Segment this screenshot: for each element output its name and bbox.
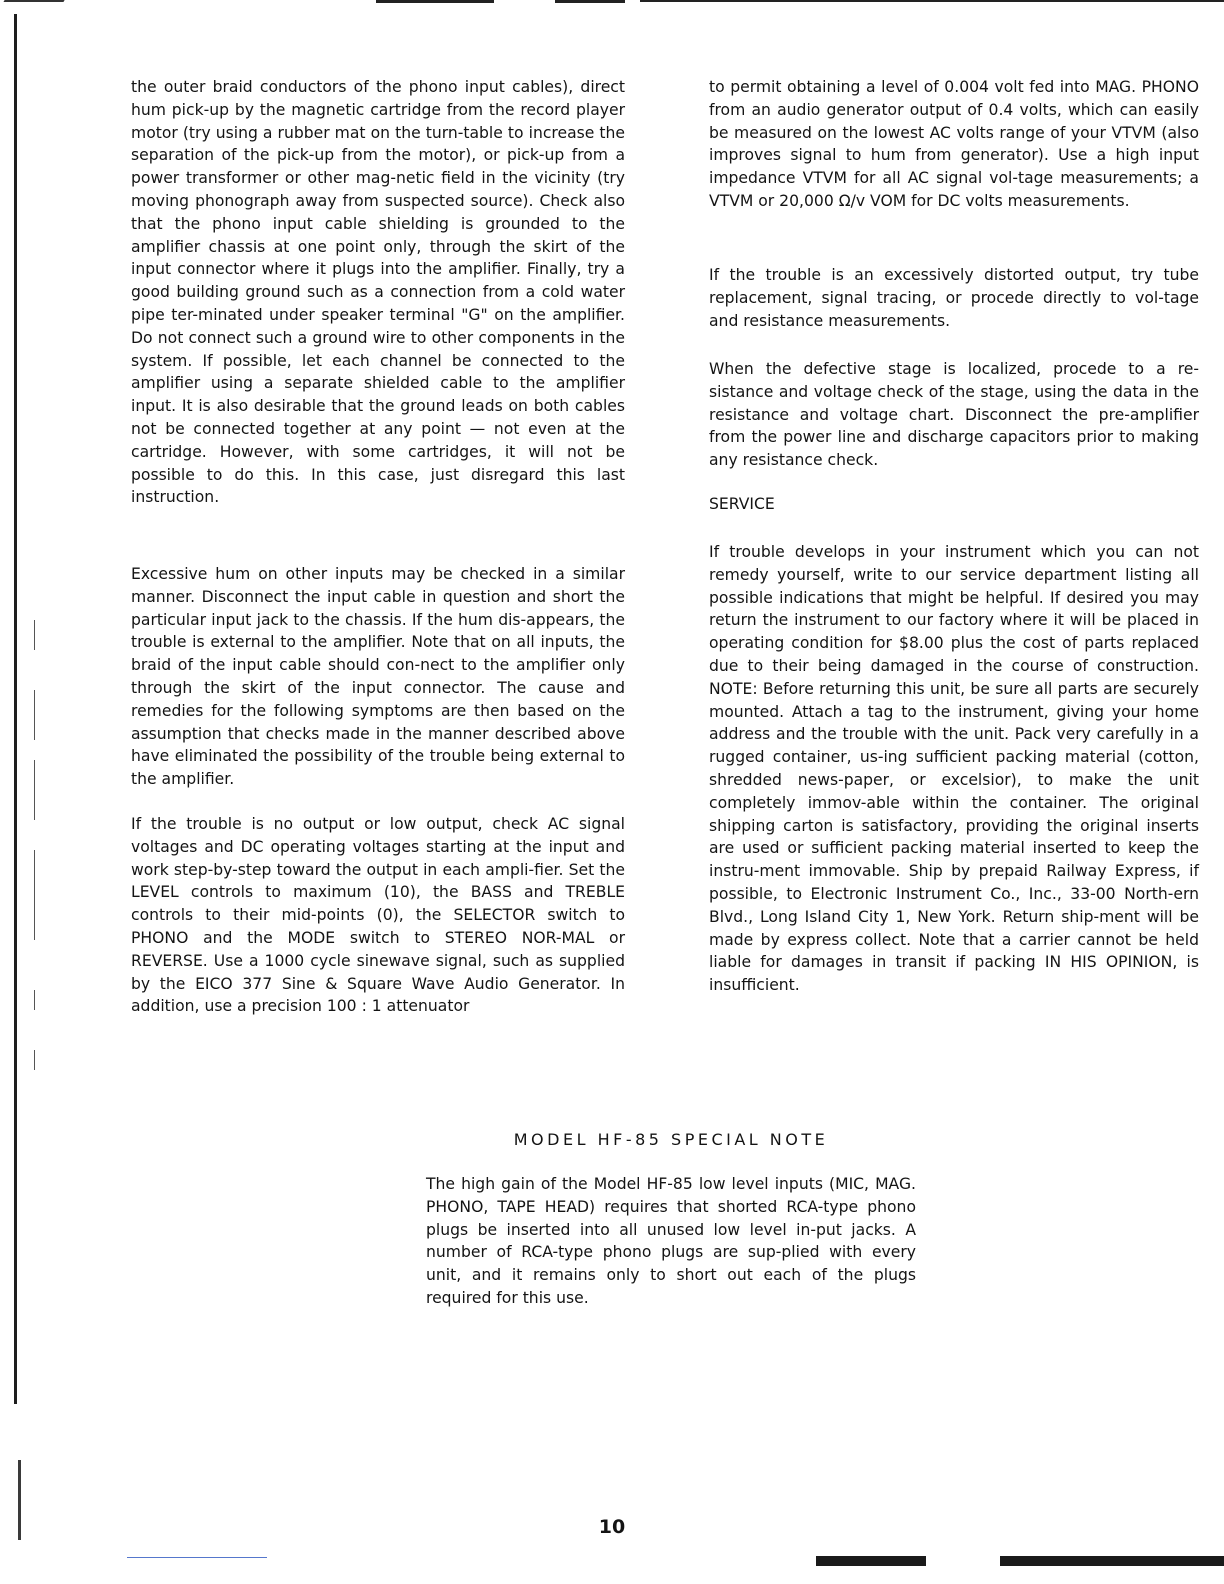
right-paragraph-defective-stage: When the defective stage is localized, procede to a re-sistance and voltage check of the stage, using the data in the resistance and voltage chart. Disconnect the pre-amplifier from the power line and discharge capacitors prior to making any resistance check. [709, 360, 1199, 470]
scan-bottom-mark [816, 1556, 926, 1566]
scan-edge-bar [14, 14, 17, 1404]
scan-margin-tick [34, 1050, 35, 1070]
scan-top-rule [376, 0, 494, 3]
scan-margin-tick [34, 620, 35, 650]
service-heading: SERVICE [709, 495, 775, 513]
right-paragraph-service: If trouble develops in your instrument which you can not remedy yourself, write to our service department listing all possible indications that might be helpful. If desired you may return the instrument to our factory where it will be placed in operating condition for $8.00 plus the cost of parts replaced due to their being damaged in the course of construction. NOTE: Before returning this unit, be sure all parts are securely mounted. Attach a tag to the instrument, giving your home address and the trouble with the unit. Pack very carefully in a rugged container, us-ing sufficient packing material (cotton, shredded news-paper, or excelsior), to make the unit completely immov-able within the container. The original shipping carton is satisfactory, providing the original inserts are used or sufficient packing material inserted to keep the instru-ment immovable. Ship by prepaid Railway Express, if possible, to Electronic Instrument Co., Inc., 33-00 North-ern Blvd., Long Island City 1, New York. Return ship-ment will be made by express collect. Note that a carrier cannot be held liable for damages in transit if packing IN HIS OPINION, is insufficient. [709, 543, 1199, 995]
scan-margin-tick [34, 850, 35, 940]
scan-corner-mark [0, 0, 65, 16]
left-paragraph-no-output: If the trouble is no output or low output, check AC signal voltages and DC operating voltages starting at the input and work step-by-step toward the output in each ampli-fier. Set the LEVEL controls to maximum (10), the BASS and TREBLE controls to their mid-points (0), the SELECTOR switch to PHONO and the MODE switch to STEREO NOR-MAL or REVERSE. Use a 1000 cycle sinewave signal, such as supplied by the EICO 377 Sine & Square Wave Audio Generator. In addition, use a precision 100 : 1 attenuator [131, 815, 625, 1016]
special-note-body: The high gain of the Model HF-85 low level inputs (MIC, MAG. PHONO, TAPE HEAD) requires that shorted RCA-type phono plugs be inserted into all unused low level in-put jacks. A number of RCA-type phono plugs are sup-plied with every unit, and it remains only to short out each of the plugs required for this use. [426, 1175, 916, 1307]
page-number: 10 [598, 1516, 626, 1538]
scan-blue-rule [127, 1557, 267, 1558]
left-paragraph-other-inputs: Excessive hum on other inputs may be checked in a similar manner. Disconnect the input cable in question and short the particular input jack to the chassis. If the hum dis-appears, the trouble is external to the amplifier. Note that on all inputs, the braid of the input cable should con-nect to the amplifier only through the skirt of the input connector. The cause and remedies for the following symptoms are then based on the assumption that checks made in the manner described above have eliminated the possibility of the trouble being external to the amplifier. [131, 565, 625, 789]
scan-top-rule [555, 0, 625, 3]
right-paragraph-distortion: If the trouble is an excessively distorted output, try tube replacement, signal tracing, or procede directly to vol-tage and resistance measurements. [709, 266, 1199, 330]
special-note-heading: MODEL HF-85 SPECIAL NOTE [513, 1130, 829, 1149]
scan-bottom-mark [1000, 1556, 1224, 1566]
right-paragraph-attenuator: to permit obtaining a level of 0.004 volt fed into MAG. PHONO from an audio generator output of 0.4 volts, which can easily be measured on the lowest AC volts range of your VTVM (also improves signal to hum from generator). Use a high input impedance VTVM for all AC signal vol-tage measurements; a VTVM or 20,000 Ω/v VOM for DC volts measurements. [709, 78, 1199, 210]
scan-margin-tick [34, 990, 35, 1010]
scan-margin-tick [34, 760, 35, 820]
scan-top-rule [640, 0, 1224, 2]
left-paragraph-hum-sources: the outer braid conductors of the phono input cables), direct hum pick-up by the magnetic cartridge from the record player motor (try using a rubber mat on the turn-table to increase the separation of the pick-up from the motor), or pick-up from a power transformer or other mag-netic field in the vicinity (try moving phonograph away from suspected source). Check also that the phono input cable shielding is grounded to the amplifier chassis at one point only, through the skirt of the input connector where it plugs into the amplifier. Finally, try a good building ground such as a connection from a cold water pipe ter-minated under speaker terminal "G" on the amplifier. Do not connect such a ground wire to other components in the system. If possible, let each channel be connected to the amplifier using a separate shielded cable to the amplifier input. It is also desirable that the ground leads on both cables not be connected together at any point — not even at the cartridge. However, with some cartridges, it will not be possible to do this. In this case, just disregard this last instruction. [131, 78, 625, 507]
scan-margin-tick [34, 690, 35, 740]
